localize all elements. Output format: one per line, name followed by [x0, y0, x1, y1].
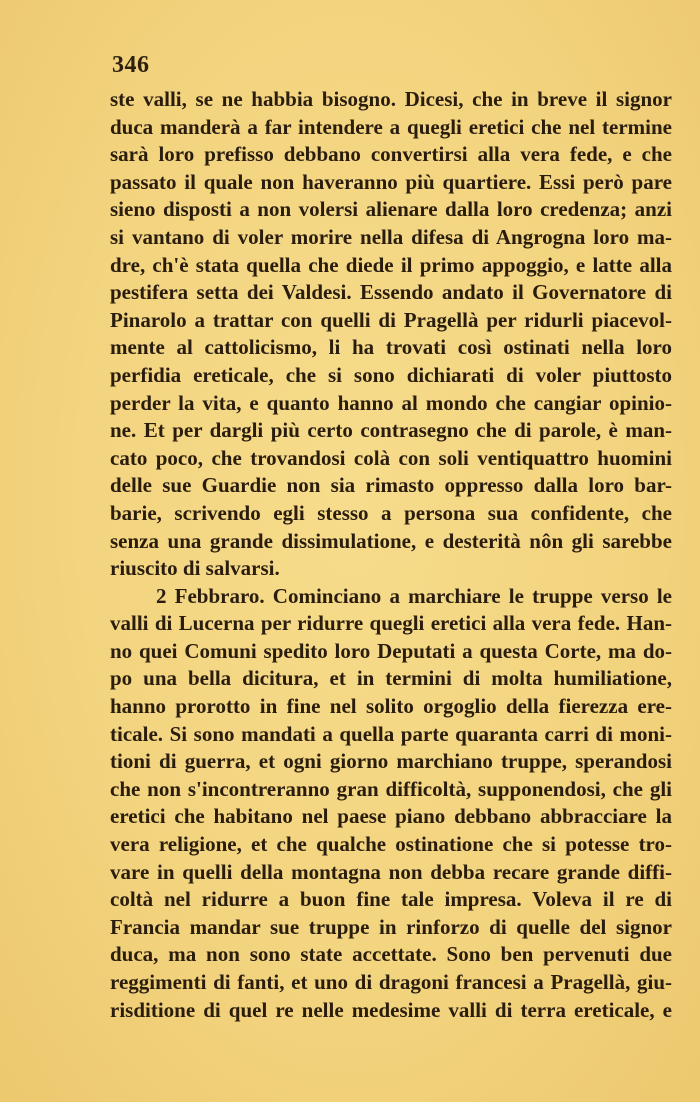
text-line: dre, ch'è stata quella che diede il primo appoggio, e latte alla	[110, 252, 672, 277]
text-line: duca, ma non sono state accettate. Sono ben pervenuti due	[110, 942, 672, 967]
text-line: Pinarolo a trattar con quelli di Pragellà per ridurli piacevol-	[110, 307, 672, 332]
page-number: 346	[112, 52, 150, 78]
text-line: pestifera setta dei Valdesi. Essendo andato il Governatore di	[110, 280, 672, 305]
text-line: senza una grande dissimulatione, e desterità nôn gli sarebbe	[110, 528, 672, 553]
text-line: hanno prorotto in fine nel solito orgoglio della fierezza ere-	[110, 694, 672, 719]
text-line: barie, scrivendo egli stesso a persona sua confidente, che	[110, 500, 672, 525]
text-line: si vantano di voler morire nella difesa di Angrogna loro ma-	[110, 224, 672, 249]
text-line: po una bella dicitura, et in termini di molta humiliatione,	[110, 666, 672, 691]
text-line: reggimenti di fanti, et uno di dragoni francesi a Pragellà, giu-	[110, 970, 672, 994]
text-line: mente al cattolicismo, li ha trovati così ostinati nella loro	[110, 335, 672, 360]
text-line: vera religione, et che qualche ostinatione che si potesse tro-	[110, 832, 672, 857]
text-line: ticale. Si sono mandati a quella parte quaranta carri di moni-	[110, 721, 672, 746]
text-line: sarà loro prefisso debbano convertirsi alla vera fede, e che	[110, 142, 672, 167]
text-line: che non s'incontreranno gran difficoltà, supponendosi, che gli	[110, 776, 672, 801]
text-line: passato il quale non haveranno più quartiere. Essi però pare	[110, 169, 672, 194]
text-line: ste valli, se ne habbia bisogno. Dicesi, che in breve il signor	[110, 87, 672, 111]
text-line: perder la vita, e quanto hanno al mondo che cangiar opinio-	[110, 390, 672, 415]
text-line: risditione di quel re nelle medesime valli di terra ereticale, e	[110, 997, 672, 1022]
text-line: 2 Febbraro. Cominciano a marchiare le truppe verso le	[156, 583, 672, 608]
text-line: vare in quelli della montagna non debba recare grande diffi-	[110, 859, 672, 884]
text-line: sieno disposti a non volersi alienare dalla loro credenza; anzi	[110, 197, 672, 222]
text-line: ne. Et per dargli più certo contrasegno che di parole, è man-	[110, 418, 672, 443]
text-line: cato poco, che trovandosi colà con soli ventiquattro huomini	[110, 445, 672, 470]
text-line: Francia mandar sue truppe in rinforzo di quelle del signor	[110, 914, 672, 939]
text-line: tioni di guerra, et ogni giorno marchiano truppe, sperandosi	[110, 749, 672, 774]
body-text	[110, 86, 672, 1024]
text-line: eretici che habitano nel paese piano debbano abbracciare la	[110, 804, 672, 829]
text-line: no quei Comuni spedito loro Deputati a questa Corte, ma do-	[110, 638, 672, 663]
text-line: riuscito di salvarsi.	[110, 556, 280, 581]
text-line: duca manderà a far intendere a quegli eretici che nel termine	[110, 114, 672, 139]
text-line: delle sue Guardie non sia rimasto oppresso dalla loro bar-	[110, 473, 672, 498]
text-line: coltà nel ridurre a buon fine tale impresa. Voleva il re di	[110, 887, 672, 912]
text-line: valli di Lucerna per ridurre quegli eretici alla vera fede. Han-	[110, 611, 672, 636]
text-line: perfidia ereticale, che si sono dichiarati di voler piuttosto	[110, 362, 672, 387]
